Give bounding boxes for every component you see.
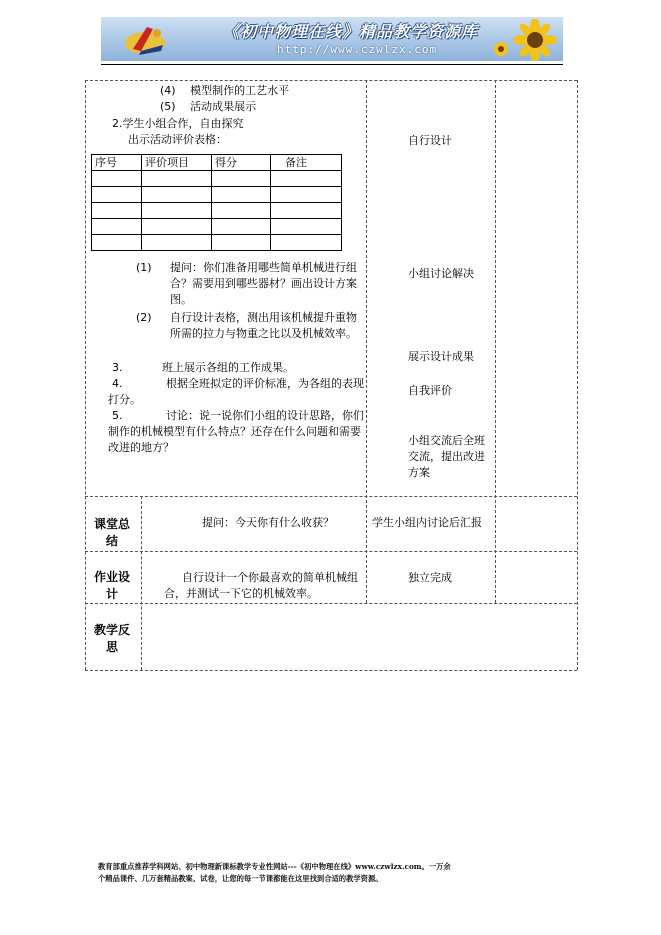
- step-5: [108, 408, 364, 456]
- table-border-right: [577, 80, 578, 670]
- table-label-divider: [141, 496, 142, 670]
- question-1-number: (1): [136, 261, 152, 274]
- summary-text: 提问：今天你有什么收获？: [202, 516, 334, 529]
- table-row: [92, 203, 342, 219]
- step-5-text: 讨论：说一说你们小组的设计思路，你们制作的机械模型有什么特点？还存在什么问题和需要改进的地方？: [108, 409, 364, 454]
- col-header-item: 评价项目: [142, 155, 212, 171]
- step-3-text: 班上展示各组的工作成果。: [162, 361, 294, 374]
- homework-label: 作业设计: [94, 570, 131, 601]
- banner-url[interactable]: http://www.czwlzx.com: [277, 43, 438, 56]
- table-row: [92, 235, 342, 251]
- table-border-left: [85, 80, 86, 670]
- activity-self-design: 自行设计: [408, 134, 452, 147]
- table-border-bottom: [85, 670, 577, 671]
- activity-class-exchange: 小组交流后全班交流，提出改进方案: [408, 434, 485, 479]
- evaluation-table-header: [92, 155, 342, 171]
- footer-line-1: 教育部重点推荐学科网站、初中物理新课标教学专业性网站---《初中物理在线》www.czwlzx.com。一万余: [98, 862, 451, 871]
- col-header-index: 序号: [92, 155, 142, 171]
- show-table-text: 出示活动评价表格：: [128, 133, 227, 146]
- homework-text: 自行设计一个你最喜欢的简单机械组合，并测试一下它的机械效率。: [164, 571, 358, 600]
- evaluation-table: [91, 154, 342, 251]
- banner-title: 《初中物理在线》精品教学资源库: [223, 22, 479, 41]
- reflection-label: 教学反思: [94, 623, 131, 654]
- table-row-divider: [85, 551, 577, 552]
- table-border-top: [85, 80, 577, 81]
- homework-activity: 独立完成: [408, 571, 452, 584]
- sunflower-icon: [487, 19, 557, 61]
- step-5-number: 5.: [112, 409, 123, 422]
- step-4-number: 4.: [112, 377, 123, 390]
- table-row-divider: [85, 496, 577, 497]
- col-header-score: 得分: [212, 155, 271, 171]
- activity-show-results: 展示设计成果: [408, 350, 474, 363]
- step-3-number: 3.: [112, 361, 123, 374]
- step-4-text: 根据全班拟定的评价标准，为各组的表现打分。: [108, 377, 364, 406]
- table-row: [92, 171, 342, 187]
- step-4: [108, 376, 364, 408]
- table-row: [92, 187, 342, 203]
- header-rule: [101, 64, 563, 65]
- item-5: (5) 活动成果展示: [160, 100, 257, 113]
- activity-group-discussion: 小组讨论解决: [408, 267, 474, 280]
- table-row: [92, 219, 342, 235]
- summary-label: 课堂总结: [94, 517, 131, 548]
- item-4: (4) 模型制作的工艺水平: [160, 84, 290, 97]
- col-header-remark: 备注: [271, 155, 342, 171]
- question-2-text: 自行设计表格，测出用该机械提升重物所需的拉力与物重之比以及机械效率。: [170, 311, 357, 340]
- step-2: 2.学生小组合作，自由探究: [112, 117, 244, 130]
- activity-self-evaluation: 自我评价: [408, 384, 452, 397]
- table-column-divider: [366, 80, 367, 603]
- question-1-text: 提问：你们准备用哪些简单机械进行组合？需要用到哪些器材？画出设计方案图。: [170, 261, 357, 306]
- site-logo-icon: [123, 23, 171, 57]
- table-column-divider: [495, 80, 496, 603]
- question-2-number: (2): [136, 311, 152, 324]
- table-row-divider: [85, 603, 577, 604]
- page-footer: [98, 861, 568, 885]
- site-banner: [101, 17, 563, 61]
- footer-line-2: 个精品课件、几万套精品教案、试卷，让您的每一节课都能在这里找到合适的教学资源。: [98, 874, 383, 883]
- summary-activity: 学生小组内讨论后汇报: [372, 516, 482, 529]
